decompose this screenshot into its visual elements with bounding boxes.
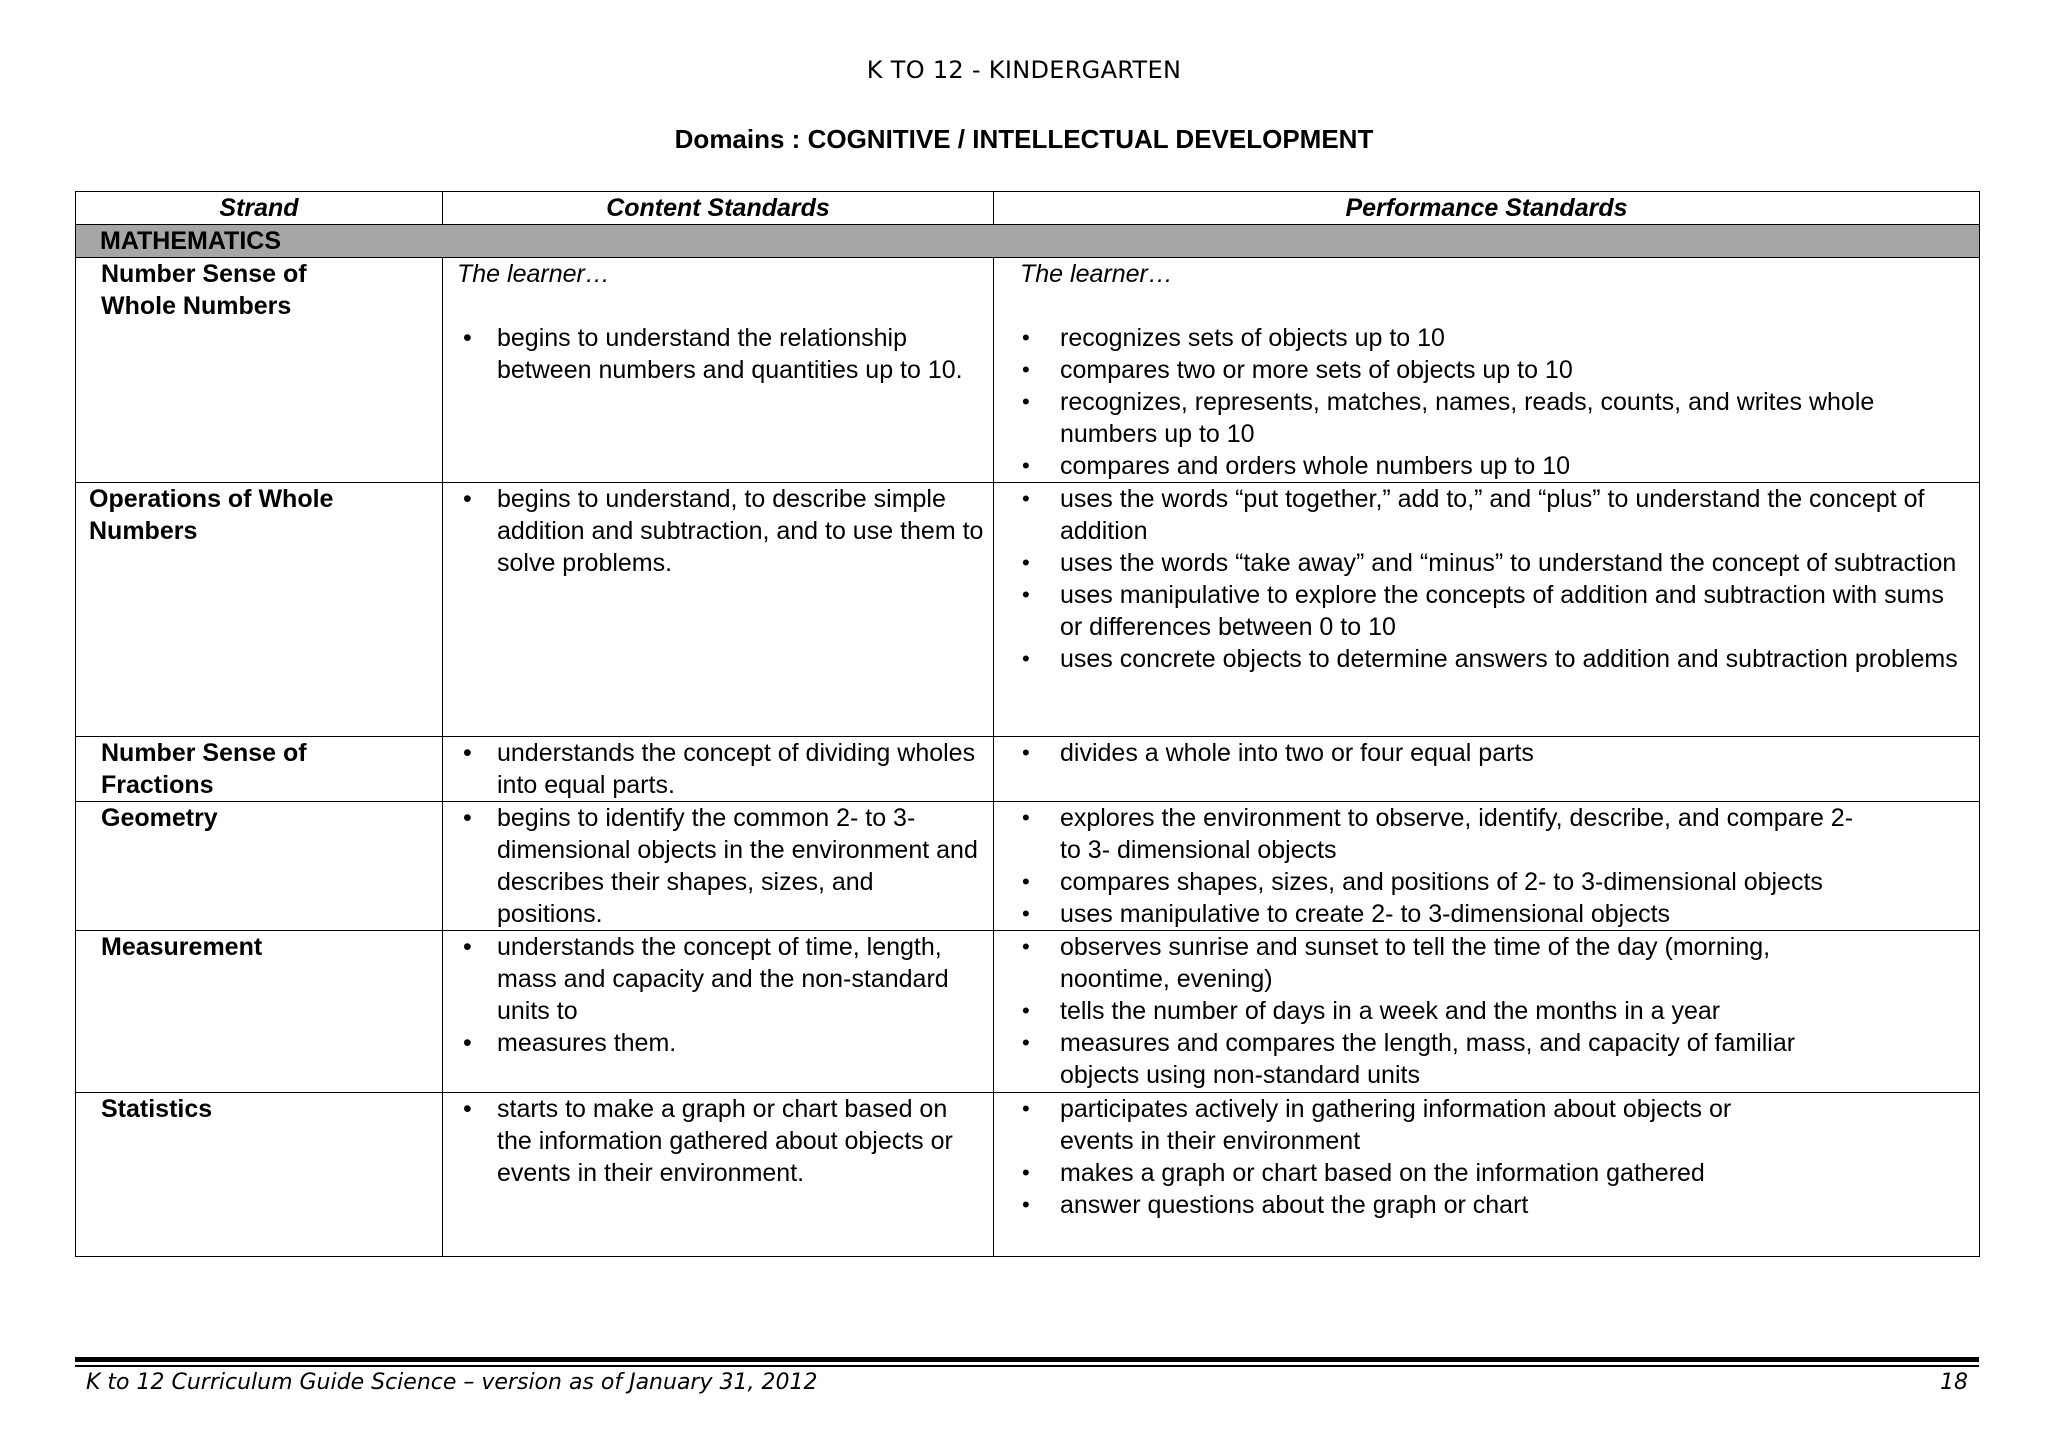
- list-item: • explores the environment to observe, identify, describe, and compare 2- to 3- dimensional objects: [1060, 802, 1869, 866]
- content-standards-list: [443, 737, 993, 801]
- column-header-content-standards: Content Standards: [443, 192, 994, 225]
- content-standards-list: [443, 931, 993, 1059]
- performance-standards-list: [994, 322, 1979, 482]
- content-standards-cell: [443, 483, 994, 737]
- table-row: [76, 737, 1980, 802]
- strand-cell: [76, 737, 443, 802]
- content-standards-cell: [443, 1093, 994, 1257]
- strand-cell: [76, 1093, 443, 1257]
- performance-standards-list: [994, 737, 1979, 769]
- footer-document-version: K to 12 Curriculum Guide Science – version as of January 31, 2012: [86, 1370, 818, 1395]
- content-standards-cell: [443, 931, 994, 1093]
- strand-label: Operations of Whole Numbers: [89, 485, 334, 545]
- content-standards-cell: [443, 802, 994, 931]
- performance-standards-cell: [994, 802, 1980, 931]
- strand-label: Number Sense of Fractions: [101, 739, 307, 799]
- list-item: • uses concrete objects to determine answers to addition and subtraction problems: [1060, 643, 1959, 675]
- strand-label: Statistics: [101, 1095, 213, 1123]
- page-number: 18: [1940, 1370, 1968, 1395]
- table-header-row: [76, 192, 1980, 225]
- performance-standards-cell: [994, 258, 1980, 483]
- section-label-mathematics: MATHEMATICS: [76, 225, 1980, 258]
- table-row: [76, 258, 1980, 483]
- list-item: • compares and orders whole numbers up to 10: [1060, 450, 1959, 482]
- list-item: • answer questions about the graph or chart: [1060, 1189, 1739, 1221]
- list-item: • tells the number of days in a week and the months in a year: [1060, 995, 1869, 1027]
- list-item: • measures them.: [497, 1027, 985, 1059]
- content-standards-list: [443, 322, 993, 386]
- content-standards-list: [443, 802, 993, 930]
- performance-standards-list: [994, 931, 1979, 1091]
- section-row: [76, 225, 1980, 258]
- table-row: [76, 931, 1980, 1093]
- content-standards-cell: [443, 258, 994, 483]
- performance-intro: The learner…: [1020, 260, 1173, 288]
- list-item: • observes sunrise and sunset to tell the time of the day (morning, noontime, evening): [1060, 931, 1869, 995]
- page-header-title: K TO 12 - KINDERGARTEN: [866, 56, 1182, 84]
- strand-label: Measurement: [101, 933, 263, 961]
- strand-cell: [76, 483, 443, 737]
- performance-standards-cell: [994, 1093, 1980, 1257]
- strand-cell: [76, 258, 443, 483]
- list-item: • recognizes sets of objects up to 10: [1060, 322, 1959, 354]
- content-standards-list: [443, 483, 993, 579]
- strand-cell: [76, 802, 443, 931]
- column-header-strand: Strand: [76, 192, 443, 225]
- curriculum-table: [75, 191, 1980, 1257]
- strand-cell: [76, 931, 443, 1093]
- list-item: • understands the concept of dividing wholes into equal parts.: [497, 737, 985, 801]
- performance-standards-list: [994, 483, 1979, 675]
- content-standards-list: [443, 1093, 993, 1189]
- performance-standards-list: [994, 1093, 1979, 1221]
- strand-label: Geometry: [101, 804, 218, 832]
- performance-standards-cell: [994, 737, 1980, 802]
- list-item: • makes a graph or chart based on the information gathered: [1060, 1157, 1739, 1189]
- table-row: [76, 483, 1980, 737]
- list-item: • starts to make a graph or chart based on the information gathered about objects or events in their environment.: [497, 1093, 985, 1189]
- column-header-performance-standards: Performance Standards: [994, 192, 1980, 225]
- list-item: • begins to identify the common 2- to 3-dimensional objects in the environment and describes their shapes, sizes, and positions.: [497, 802, 985, 930]
- list-item: • uses manipulative to explore the concepts of addition and subtraction with sums or differences between 0 to 10: [1060, 579, 1959, 643]
- list-item: • uses manipulative to create 2- to 3-dimensional objects: [1060, 898, 1869, 930]
- content-intro: The learner…: [457, 260, 610, 288]
- domain-heading: Domains : COGNITIVE / INTELLECTUAL DEVELOPMENT: [674, 124, 1374, 154]
- list-item: • uses the words “put together,” add to,” and “plus” to understand the concept of addition: [1060, 483, 1959, 547]
- footer-divider: [75, 1357, 1979, 1362]
- list-item: • divides a whole into two or four equal parts: [1060, 737, 1959, 769]
- list-item: • compares shapes, sizes, and positions of 2- to 3-dimensional objects: [1060, 866, 1869, 898]
- list-item: • measures and compares the length, mass, and capacity of familiar objects using non-standard units: [1060, 1027, 1869, 1091]
- strand-label: Number Sense of Whole Numbers: [101, 260, 307, 320]
- footer-divider-thin: [75, 1365, 1979, 1367]
- table-row: [76, 802, 1980, 931]
- list-item: • recognizes, represents, matches, names, reads, counts, and writes whole numbers up to 10: [1060, 386, 1959, 450]
- content-standards-cell: [443, 737, 994, 802]
- list-item: • begins to understand the relationship between numbers and quantities up to 10.: [497, 322, 985, 386]
- list-item: • uses the words “take away” and “minus” to understand the concept of subtraction: [1060, 547, 1959, 579]
- list-item: • compares two or more sets of objects up to 10: [1060, 354, 1959, 386]
- list-item: • understands the concept of time, length, mass and capacity and the non-standard units to: [497, 931, 985, 1027]
- performance-standards-cell: [994, 931, 1980, 1093]
- list-item: • participates actively in gathering information about objects or events in their environment: [1060, 1093, 1739, 1157]
- list-item: • begins to understand, to describe simple addition and subtraction, and to use them to solve problems.: [497, 483, 985, 579]
- performance-standards-list: [994, 802, 1979, 930]
- performance-standards-cell: [994, 483, 1980, 737]
- table-row: [76, 1093, 1980, 1257]
